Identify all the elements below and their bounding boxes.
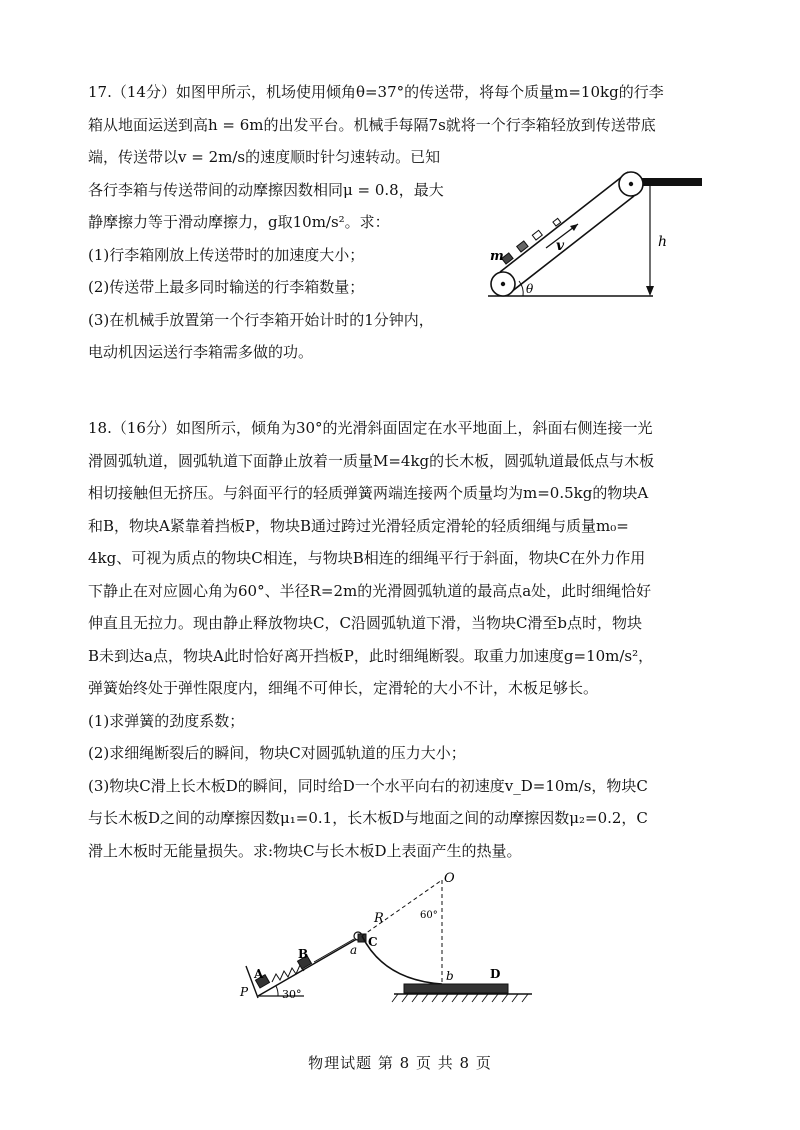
q17-subquestion-1: (1)行李箱刚放上传送带时的加速度大小； [88,245,365,264]
q18-subquestion-3-line-1: (3)物块C滑上长木板D的瞬间，同时给D一个水平向右的初速度v_D=10m/s，物块C [88,776,648,795]
incline-surface [258,936,362,996]
q17-subquestion-2: (2)传送带上最多同时输送的行李箱数量； [88,278,365,296]
incline-arc-figure [232,870,548,1010]
q17-line-1: 17.（14分）如图甲所示，机场使用倾角θ=37°的传送带，将每个质量m=10kg的行李 [88,83,664,101]
q17-line-5: 静摩擦力等于滑动摩擦力，g取10m/s²。求： [88,213,390,231]
q18-line-8: B未到达a点，物块A此时恰好离开挡板P，此时细绳断裂。取重力加速度g=10m/s²， [88,646,654,665]
q18-subquestion-2: (2)求细绳断裂后的瞬间，物块C对圆弧轨道的压力大小； [88,744,466,762]
label-h: h [658,234,668,250]
q18-line-1: 18.（16分）如图所示，倾角为30°的光滑斜面固定在水平地面上，斜面右侧连接一光 [88,419,653,437]
radius-line [362,880,442,936]
q18-line-3: 相切接触但无挤压。与斜面平行的轻质弹簧两端连接两个质量均为m=0.5kg的物块A [88,484,649,502]
q18-line-4: 和B，物块A紧靠着挡板P，物块B通过跨过光滑轻质定滑轮的轻质细绳与质量m₀= [88,516,629,535]
string [314,939,354,962]
q18-subquestion-3-line-2: 与长木板D之间的动摩擦因数μ₁=0.1，长木板D与地面之间的动摩擦因数μ₂=0.2，C [88,809,648,827]
q17-line-4: 各行李箱与传送带间的动摩擦因数相同μ = 0.8，最大 [88,180,444,199]
label-C: C [368,935,378,949]
label-A: A [254,967,264,981]
suitcase-2 [517,241,528,252]
q18-line-9: 弹簧始终处于弹性限度内，细绳不可伸长，定滑轮的大小不计，木板足够长。 [88,679,599,697]
label-a: a [350,943,358,957]
conveyor-belt-figure [478,168,710,304]
label-O: O [444,871,455,886]
belt-top [500,172,628,272]
label-v: v [556,238,565,254]
q18-line-7: 伸直且无拉力。现由静止释放物块C，C沿圆弧轨道下滑，当物块C滑至b点时，物块 [88,614,643,632]
q17-line-3: 端，传送带以v = 2m/s的速度顺时针匀速转动。已知 [88,148,441,166]
q18-line-2: 滑圆弧轨道，圆弧轨道下面静止放着一质量M=4kg的长木板，圆弧轨道最低点与木板 [88,451,655,470]
q17-subquestion-3a: (3)在机械手放置第一个行李箱开始计时的1分钟内， [88,310,434,329]
suitcase-3 [532,230,542,240]
q18-subquestion-3-line-3: 滑上木板时无能量损失。求:物块C与长木板D上表面产生的热量。 [88,841,522,860]
q17-subquestion-3b: 电动机因运送行李箱需多做的功。 [88,343,314,361]
label-R: R [374,911,384,926]
label-incline-angle: 30° [282,988,302,1001]
q18-line-6: 下静止在对应圆心角为60°、半径R=2m的光滑圆弧轨道的最高点a处，此时细绳恰好 [88,581,652,600]
page-footer: 物理试题 第 8 页 共 8 页 [308,1054,492,1072]
label-P: P [240,985,249,999]
question-18 [88,412,728,867]
label-b: b [446,969,454,983]
ground-hatch [392,994,528,1002]
label-m: m [490,249,504,264]
q18-line-5: 4kg、可视为质点的物块C相连，与物块B相连的细绳平行于斜面，物块C在外力作用 [88,549,646,567]
label-B: B [298,947,309,961]
q17-line-2: 箱从地面运送到高h = 6m的出发平台。机械手每隔7s就将一个行李箱轻放到传送带底 [88,115,656,134]
label-theta: θ [526,282,534,296]
board-d [404,984,508,993]
label-D: D [490,967,501,981]
q18-subquestion-1: (1)求弹簧的劲度系数； [88,711,245,730]
label-60deg: 60° [420,910,438,921]
